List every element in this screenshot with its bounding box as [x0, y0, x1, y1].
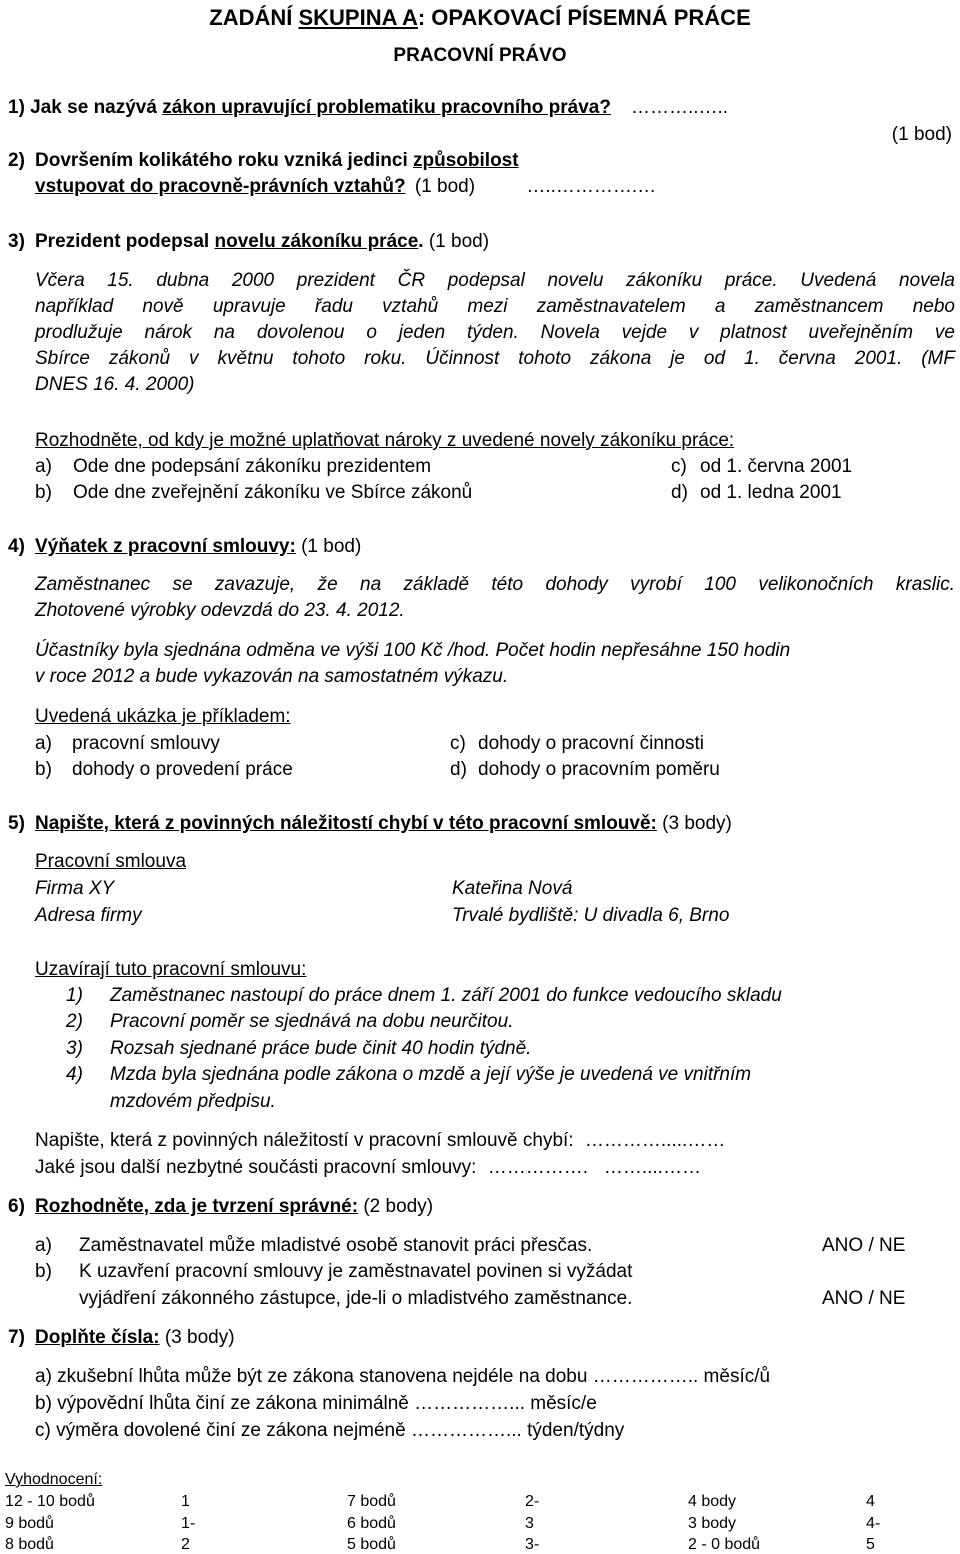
statement-text: vyjádření zákonného zástupce, jde-li o mladistvého zaměstnance.	[79, 1288, 633, 1309]
other-question: Jaké jsou další nezbytné součásti pracovní smlouvy: ……………. ……....……	[35, 1157, 701, 1178]
question-3: Prezident podepsal novelu zákoníku práce. (1 bod)	[35, 231, 490, 252]
passage-line: Zhotovené výrobky odevzdá do 23. 4. 2012.	[35, 600, 405, 621]
option-text: Ode dne zveřejnění zákoníku ve Sbírce zákonů	[73, 482, 473, 503]
contract-employer-address: Adresa firmy	[35, 905, 142, 926]
grade-cell: 2 - 0 bodů	[688, 1536, 761, 1553]
answer-blank: ………….....……	[584, 1130, 726, 1151]
question-1-points: (1 bod)	[891, 124, 952, 145]
grade-cell: 4 body	[688, 1493, 737, 1510]
page-subtitle: PRACOVNÍ PRÁVO	[393, 45, 567, 66]
answer-blank: …..………….…	[526, 176, 657, 197]
grade-cell: 4-	[866, 1515, 881, 1532]
statement-answer[interactable]: ANO / NE	[822, 1288, 906, 1309]
term-text: Zaměstnanec nastoupí do práce dnem 1. září 2001 do funkce vedoucího skladu	[110, 985, 782, 1006]
option-label: b)	[35, 759, 52, 780]
statement-text: Zaměstnavatel může mladistvé osobě stanovit práci přesčas.	[79, 1235, 593, 1256]
term-label: 3)	[66, 1038, 83, 1059]
page-title: ZADÁNÍ SKUPINA A: OPAKOVACÍ PÍSEMNÁ PRÁCE	[209, 5, 751, 30]
grade-cell: 2-	[525, 1493, 540, 1510]
fill-item: a) zkušební lhůta může být ze zákona stanovena nejdéle na dobu …………….. měsíc/ů	[35, 1366, 771, 1387]
question-6: Rozhodněte, zda je tvrzení správné: (2 body)	[35, 1196, 434, 1217]
grade-cell: 12 - 10 bodů	[5, 1493, 95, 1510]
option-label: c)	[450, 733, 466, 754]
grade-cell: 9 bodů	[5, 1515, 54, 1532]
grade-cell: 3 body	[688, 1515, 737, 1532]
question-3-prompt: Rozhodněte, od kdy je možné uplatňovat nároky z uvedené novely zákoníku práce:	[35, 430, 735, 451]
term-label: 4)	[66, 1064, 83, 1085]
option-label: a)	[35, 733, 52, 754]
passage-line: v roce 2012 a bude vykazován na samostatném výkazu.	[35, 666, 509, 687]
grade-cell: 1	[181, 1493, 190, 1510]
option-label: d)	[671, 482, 688, 503]
question-2-number: 2)	[8, 150, 25, 171]
question-7: Doplňte čísla: (3 body)	[35, 1327, 235, 1348]
option-label: a)	[35, 456, 52, 477]
option-label: b)	[35, 482, 52, 503]
option-label: d)	[450, 759, 467, 780]
answer-blank: ………..…..	[630, 97, 729, 118]
evaluation-title: Vyhodnocení:	[5, 1471, 103, 1488]
missing-question: Napište, která z povinných náležitostí v pracovní smlouvě chybí: ………….....……	[35, 1130, 726, 1151]
passage-line: DNES 16. 4. 2000)	[35, 374, 195, 395]
question-3-number: 3)	[8, 231, 25, 252]
contract-employee: Kateřina Nová	[452, 878, 573, 899]
passage-line: Včera 15. dubna 2000 prezident ČR podepsal novelu zákoníku práce. Uvedená novela	[35, 270, 955, 291]
passage-line: Sbírce zákonů v květnu tohoto roku. Účinnost tohoto zákona je od 1. června 2001. (MF	[35, 348, 955, 369]
grade-cell: 3-	[525, 1536, 540, 1553]
term-text: Mzda byla sjednána podle zákona o mzdě a její výše je uvedená ve vnitřním	[110, 1064, 752, 1085]
term-text: Rozsah sjednané práce bude činit 40 hodin týdně.	[110, 1038, 532, 1059]
question-4-prompt: Uvedená ukázka je příkladem:	[35, 706, 291, 727]
passage-line: Účastníky byla sjednána odměna ve výši 100 Kč /hod. Počet hodin nepřesáhne 150 hodin	[35, 640, 791, 661]
option-text: dohody o pracovním poměru	[478, 759, 720, 780]
statement-text: K uzavření pracovní smlouvy je zaměstnavatel povinen si vyžádat	[79, 1261, 633, 1282]
statement-label: b)	[35, 1261, 52, 1282]
question-1: 1) Jak se nazývá zákon upravující problematiku pracovního práva? ………..…..	[8, 97, 729, 118]
contract-intro: Uzavírají tuto pracovní smlouvu:	[35, 959, 307, 980]
fill-item: c) výměra dovolené činí ze zákona nejméně ……………... týden/týdny	[35, 1420, 625, 1441]
grade-cell: 2	[181, 1536, 190, 1553]
grade-cell: 4	[866, 1493, 875, 1510]
option-text: dohody o pracovní činnosti	[478, 733, 705, 754]
question-7-number: 7)	[8, 1327, 25, 1348]
fill-item: b) výpovědní lhůta činí ze zákona minimálně ……………... měsíc/e	[35, 1393, 597, 1414]
option-text: pracovní smlouvy	[72, 733, 220, 754]
grade-cell: 5 bodů	[347, 1536, 396, 1553]
contract-title: Pracovní smlouva	[35, 851, 187, 872]
question-4: Výňatek z pracovní smlouvy: (1 bod)	[35, 536, 362, 557]
passage-line: například nově upravuje řadu vztahů mezi zaměstnavatelem a zaměstnancem nebo	[35, 296, 955, 317]
term-text: mzdovém předpisu.	[110, 1091, 276, 1112]
term-label: 2)	[66, 1011, 83, 1032]
question-6-number: 6)	[8, 1196, 25, 1217]
contract-employee-address: Trvalé bydliště: U divadla 6, Brno	[452, 905, 730, 926]
question-2: Dovršením kolikátého roku vzniká jedinci způsobilost	[35, 150, 519, 171]
option-text: dohody o provedení práce	[72, 759, 293, 780]
option-label: c)	[671, 456, 687, 477]
question-5: Napište, která z povinných náležitostí chybí v této pracovní smlouvě: (3 body)	[35, 813, 732, 834]
passage-line: prodlužuje nárok na dovolenou o jeden týden. Novela vejde v platnost uveřejněním ve	[35, 322, 955, 343]
passage-line: Zaměstnanec se zavazuje, že na základě této dohody vyrobí 100 velikonočních kraslic.	[35, 574, 955, 595]
option-text: Ode dne podepsání zákoníku prezidentem	[73, 456, 432, 477]
statement-label: a)	[35, 1235, 52, 1256]
grade-cell: 3	[525, 1515, 534, 1532]
grade-cell: 1-	[181, 1515, 196, 1532]
grade-cell: 8 bodů	[5, 1536, 54, 1553]
term-text: Pracovní poměr se sjednává na dobu neurčitou.	[110, 1011, 514, 1032]
question-5-number: 5)	[8, 813, 25, 834]
statement-answer[interactable]: ANO / NE	[822, 1235, 906, 1256]
question-2-line2: vstupovat do pracovně-právních vztahů? (1 bod) …..………….…	[35, 176, 657, 197]
grade-cell: 6 bodů	[347, 1515, 396, 1532]
grade-cell: 7 bodů	[347, 1493, 396, 1510]
grade-cell: 5	[866, 1536, 875, 1553]
option-text: od 1. června 2001	[700, 456, 853, 477]
term-label: 1)	[66, 985, 83, 1006]
question-4-number: 4)	[8, 536, 25, 557]
option-text: od 1. ledna 2001	[700, 482, 842, 503]
contract-employer: Firma XY	[35, 878, 115, 899]
answer-blank: ……………. ……....……	[487, 1157, 701, 1178]
